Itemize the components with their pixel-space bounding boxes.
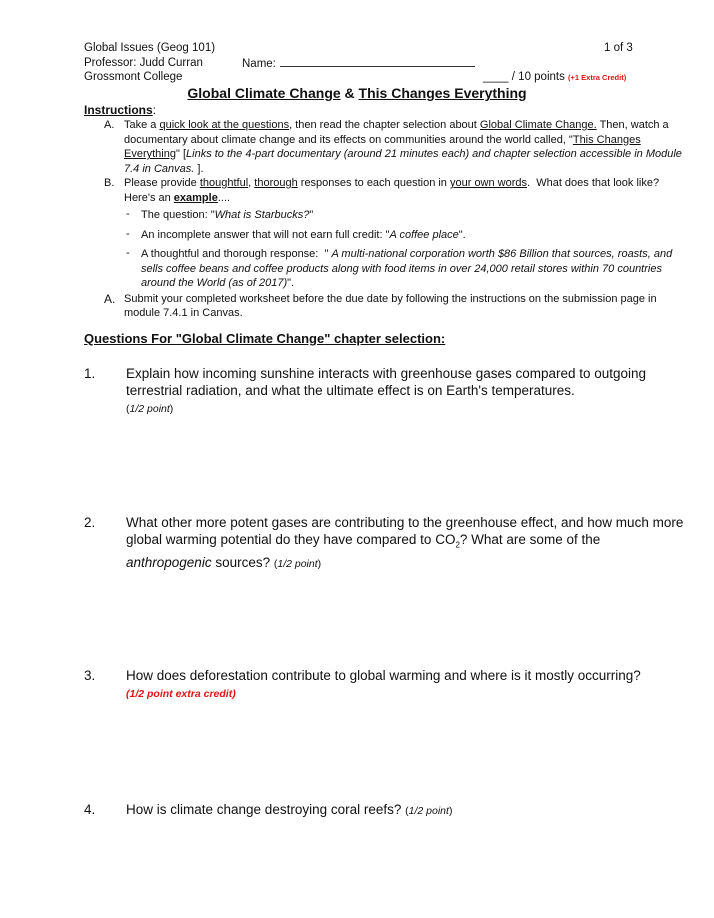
instruction-b-text: ....: [217, 191, 231, 204]
extra-credit-points: (1/2 point extra credit): [126, 688, 236, 700]
question-points: (: [405, 805, 409, 817]
instruction-a-marker: A.: [104, 119, 115, 131]
instruction-a-text: Then, watch a documentary about climate change and its effects on communities around the world called, ": [124, 119, 669, 146]
example-text: ".: [287, 277, 295, 289]
example-thorough: [84, 247, 684, 291]
instruction-a-documentary: This Changes Everything: [124, 133, 641, 160]
question-text: sources?: [211, 554, 274, 570]
instruction-a: [84, 118, 684, 176]
question-2: [84, 514, 684, 573]
instruction-b-example: example: [173, 191, 218, 204]
questions-heading: [84, 331, 445, 346]
instructions-list: [84, 118, 684, 321]
dash-marker: -: [126, 247, 130, 259]
question-4: [84, 801, 684, 820]
question-text: ? What are some of the: [459, 532, 604, 547]
instruction-a-text: Take a: [124, 119, 160, 131]
instruction-a-text: ].: [194, 162, 204, 175]
question-text: How is climate change destroying coral reefs?: [126, 802, 406, 817]
example-text: The question: ": [141, 209, 215, 221]
example-text: A thoughtful and thorough response: ": [141, 248, 332, 260]
instruction-b-emphasis: thorough: [254, 177, 298, 189]
instructions-heading: [84, 103, 156, 117]
name-label: Name:: [242, 58, 276, 70]
example-thorough-text: A multi-national corporation worth $86 Billion that sources, roasts, and sells coffee beans and coffee products along with food items in over 24,000 retail stores within 70 countries around the World (as of 2017): [141, 248, 673, 289]
title-ampersand: &: [340, 85, 359, 101]
question-points: (: [126, 403, 130, 415]
question-points: (: [273, 557, 278, 570]
questions-heading-text: " chapter selection:: [324, 331, 446, 346]
question-text: What other more potent gases are contributing to the greenhouse effect, and how much more global warming potential do they have compared to CO: [126, 515, 684, 547]
instruction-b-text: responses to each question in: [297, 177, 450, 189]
instructions-colon: :: [152, 103, 157, 117]
instruction-c-text: Submit your completed worksheet before the due date by following the instructions on the submission page in module 7.4.1 in Canvas.: [124, 292, 657, 319]
question-points: 1/2 point: [129, 403, 170, 415]
question-points: ): [448, 805, 453, 817]
questions-heading-chapter: Global Climate Change: [181, 331, 325, 346]
instruction-a-text: , then read the chapter selection about: [289, 119, 480, 131]
instruction-b: [84, 176, 684, 205]
question-points: ): [317, 557, 322, 570]
dash-marker: -: [126, 227, 130, 240]
instruction-a-text: " [: [175, 148, 187, 160]
name-blank-line[interactable]: [280, 56, 475, 67]
question-text: Explain how incoming sunshine interacts with greenhouse gases compared to outgoing terrestrial radiation, and what the ultimate effect is on Earth's temperatures.: [126, 366, 647, 398]
questions-heading-text: Questions For ": [84, 331, 182, 346]
instruction-b-emphasis: your own words: [449, 177, 528, 189]
question-number: 4.: [84, 802, 96, 817]
instructions-heading-text: Instructions: [84, 103, 153, 117]
example-text: An incomplete answer that will not earn full credit: ": [141, 228, 390, 241]
instruction-b-emphasis: thoughtful: [199, 177, 249, 189]
page-title: [0, 85, 714, 101]
professor-label: Professor: Judd Curran: [84, 57, 203, 69]
instruction-c-marker: A.: [104, 291, 116, 306]
example-question-text: What is Starbucks?: [214, 209, 310, 221]
college-label: Grossmont College: [84, 71, 183, 83]
question-number: 3.: [84, 668, 96, 683]
question-text: How does deforestation contribute to global warming and where is it mostly occurring?: [126, 668, 641, 683]
question-points: ): [169, 403, 174, 415]
instruction-b-marker: B.: [104, 177, 115, 189]
points-total: [483, 70, 626, 85]
instruction-a-chapter: Global Climate Change.: [479, 119, 597, 131]
instruction-a-emphasis: quick look at the questions: [159, 119, 290, 131]
instruction-a-links-note: Links to the 4-part documentary (around 21 minutes each) and chapter selection accessible in Module 7.4 in Canvas.: [124, 148, 682, 175]
question-emphasis: anthropogenic: [126, 554, 212, 570]
course-label: Global Issues (Geog 101): [84, 42, 216, 54]
instruction-b-text: . What does that look like? Here's an: [124, 177, 663, 204]
instruction-c: [84, 292, 684, 321]
example-question: [84, 208, 684, 223]
extra-credit-note: (+1 Extra Credit): [568, 73, 627, 82]
example-incomplete: [84, 228, 684, 243]
question-subscript: 2: [455, 540, 460, 550]
question-points: 1/2 point: [408, 805, 449, 817]
question-number: 2.: [84, 515, 96, 530]
question-number: 1.: [84, 366, 96, 381]
points-label: ____ / 10 points: [483, 71, 565, 83]
example-incomplete-text: A coffee place: [389, 228, 459, 241]
example-text: ": [309, 209, 314, 221]
page-number: 1 of 3: [604, 42, 633, 54]
instruction-b-text: ,: [248, 177, 255, 189]
instruction-b-text: Please provide: [124, 177, 200, 189]
question-3: [84, 667, 704, 703]
title-part-1: Global Climate Change: [187, 85, 341, 101]
example-text: ".: [458, 228, 466, 241]
question-1: [84, 365, 684, 418]
name-field[interactable]: [242, 56, 475, 71]
dash-marker: -: [126, 208, 130, 220]
question-points: 1/2 point: [277, 557, 318, 570]
title-part-2: This Changes Everything: [358, 85, 527, 101]
